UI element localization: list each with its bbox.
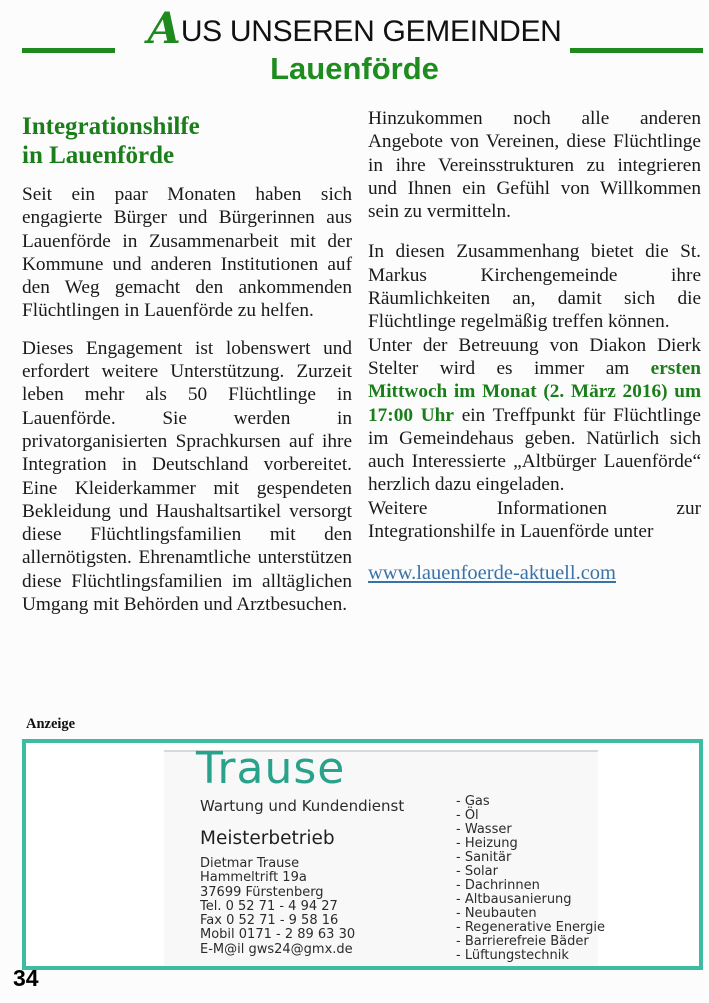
paragraph: Weitere Informationen zur Integrationshilfe in Lauenförde unter: [368, 497, 701, 543]
article-heading-line2: in Lauenförde: [22, 142, 175, 169]
meeting-date-highlight: ersten Mittwoch im Monat (2. März 2016) um 17:00 Uhr: [368, 357, 701, 426]
ad-service-item: - Regenerative Energie: [456, 920, 606, 935]
ad-contact-line: Dietmar Trause: [200, 856, 300, 871]
ad-service-item: - Solar: [456, 864, 498, 879]
ad-service-item: - Altbausanierung: [456, 892, 572, 907]
advertisement: [22, 739, 703, 970]
header-subtitle: Lauenförde: [270, 51, 439, 86]
ad-contact-block: [200, 857, 355, 957]
paragraph: Seit ein paar Monaten haben sich engagierte Bürger und Bürgerinnen aus Lauenförde in Zusammenarbeit mit der Kommune und anderen Institutionen auf den Weg gemacht den ankommenden Flüchtlingen in Lauenförde zu helfen.: [22, 184, 352, 322]
ad-service-item: - Neubauten: [456, 906, 537, 921]
website-link[interactable]: www.lauenfoerde-aktuell.com: [368, 562, 616, 585]
ad-services-list: [456, 795, 605, 963]
page-number: 34: [13, 965, 39, 991]
ad-service-item: - Barrierefreie Bäder: [456, 934, 589, 949]
paragraph-text: ein Treffpunkt für Flüchtlinge im Gemeindehaus geben. Natürlich sich auch Interessierte „Altbürger Lauenförde“ herzlich dazu eingeladen.: [368, 404, 701, 496]
ad-service-item: - Lüftungstechnik: [456, 948, 569, 963]
ad-service-item: - Wasser: [456, 822, 512, 837]
paragraph: In diesen Zusammenhang bietet die St. Markus Kirchengemeinde ihre Räumlichkeiten an, damit sich die Flüchtlinge regelmäßig treffen können.: [368, 241, 701, 333]
ad-service-item: - Sanitär: [456, 850, 512, 865]
ad-contact-line: Hammeltrift 19a: [200, 870, 307, 886]
paragraph: [368, 334, 701, 497]
ad-label: Anzeige: [26, 716, 76, 732]
ad-contact-line: Mobil 0171 - 2 89 63 30: [200, 927, 356, 943]
paragraph: Hinzukommen noch alle anderen Angebote von Vereinen, diese Flüchtlinge in ihre Vereinsstrukturen zu integrieren und Ihnen ein Gefühl von Willkommen sein zu vermitteln.: [368, 108, 701, 223]
article-heading: [22, 112, 352, 170]
ad-service-item: - Heizung: [456, 836, 518, 851]
ad-service-item: - Öl: [456, 808, 479, 823]
header-initial-letter: A: [147, 4, 181, 54]
page-header-title: [0, 4, 709, 54]
ad-service-item: - Gas: [456, 794, 490, 809]
header-title-text: US UNSEREN GEMEINDEN: [180, 15, 562, 48]
paragraph-text: Unter der Betreuung von Diakon Dierk Stelter wird es immer am: [368, 334, 701, 379]
paragraph: Dieses Engagement ist lobenswert und erfordert weitere Unterstützung. Zurzeit leben mehr als 50 Flüchtlinge in Lauenförde. Sie werden in privatorganisierten Sprachkursen auf ihre Integration in Deutschland vorbereitet. Eine Kleiderkammer mit gespendeten Bekleidung und Haushaltsartikel versorgt diese Flüchtlingsfamilien mit den allernötigsten. Ehrenamtliche unterstützen diese Flüchtlingsfamilien im alltäglichen Umgang mit Behörden und Arztbesuchen.: [22, 337, 352, 616]
article-right-column: [368, 107, 701, 585]
article-left-column: [22, 112, 352, 630]
ad-contact-line: Fax 0 52 71 - 9 58 16: [200, 913, 339, 929]
ad-contact-line: Tel. 0 52 71 - 4 94 27: [200, 898, 338, 914]
ad-company-name: Trause: [196, 743, 346, 794]
ad-service-item: - Dachrinnen: [456, 878, 540, 893]
ad-contact-line: E-M@il gws24@gmx.de: [200, 941, 353, 957]
ad-tagline: Wartung und Kundendienst: [200, 797, 405, 815]
article-heading-line1: Integrationshilfe: [22, 113, 200, 140]
ad-contact-line: 37699 Fürstenberg: [200, 884, 324, 900]
ad-subtitle: Meisterbetrieb: [200, 828, 335, 849]
